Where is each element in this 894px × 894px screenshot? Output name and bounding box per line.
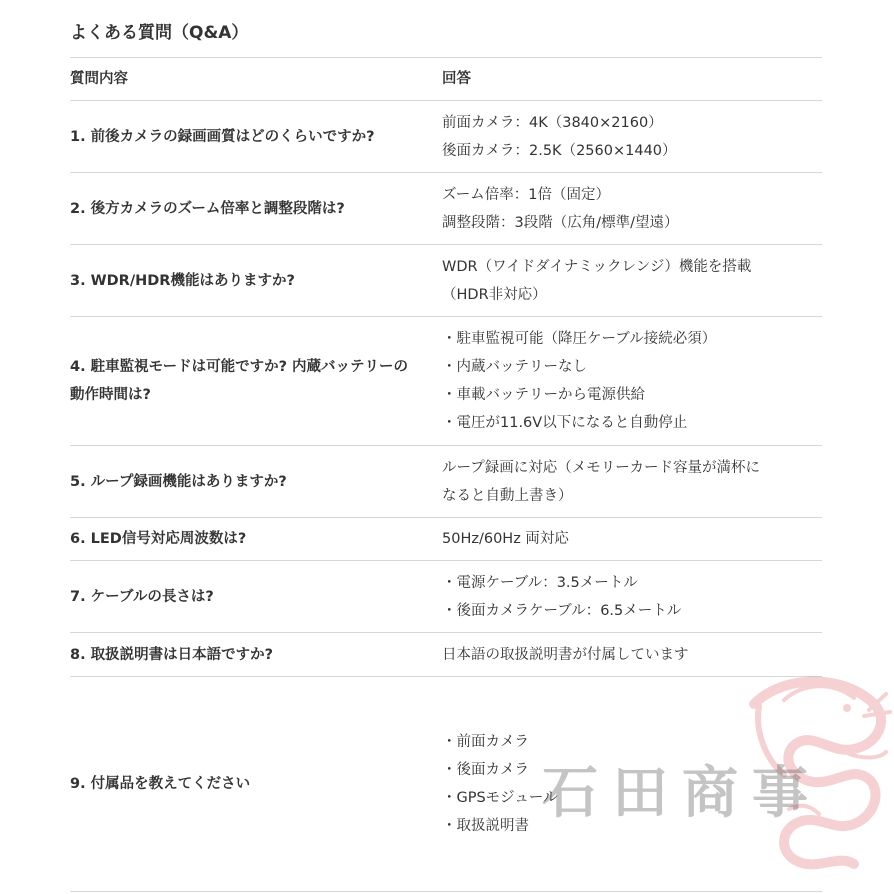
answer-line: ズーム倍率：1倍（固定） — [442, 186, 610, 203]
table-row — [70, 677, 822, 892]
answer-line: なると自動上書き） — [442, 487, 573, 504]
page-title: よくある質問（Q&A） — [70, 23, 249, 43]
table-row — [70, 245, 822, 317]
answer-bullet: ・内蔵バッテリーなし — [442, 359, 587, 375]
faq-table — [70, 57, 822, 892]
answer-text — [442, 454, 822, 510]
answer-text — [442, 181, 822, 237]
answer-bullet: ・GPSモジュール — [442, 790, 558, 806]
table-row — [70, 317, 822, 446]
answer-line: ループ録画に対応（メモリーカード容量が満杯に — [442, 459, 760, 476]
answer-line: 前面カメラ：4K（3840×2160） — [442, 114, 663, 131]
table-row — [70, 633, 822, 677]
answer-bullet: ・車載バッテリーから電源供給 — [442, 387, 645, 403]
answer-line: 50Hz/60Hz 両対応 — [442, 531, 569, 547]
table-row — [70, 173, 822, 245]
answer-text — [442, 109, 822, 165]
table-row — [70, 561, 822, 633]
table-row — [70, 446, 822, 518]
table-row — [70, 518, 822, 561]
answer-text — [442, 728, 822, 840]
question-text: 6. LED信号対応周波数は? — [70, 531, 247, 547]
header-question: 質問内容 — [70, 71, 128, 87]
answer-line: （HDR非対応） — [442, 286, 547, 303]
answer-text — [442, 569, 822, 625]
question-text: 9. 付属品を教えてください — [70, 776, 251, 792]
answer-bullet: ・取扱説明書 — [442, 818, 529, 834]
answer-text — [442, 253, 822, 309]
table-row — [70, 101, 822, 173]
svg-text:田: 田 — [612, 760, 668, 826]
header-answer: 回答 — [442, 71, 471, 87]
answer-bullet: ・後面カメラケーブル：6.5メートル — [442, 602, 682, 619]
answer-line: 日本語の取扱説明書が付属しています — [442, 646, 689, 663]
svg-text:石: 石 — [542, 760, 598, 826]
answer-text — [442, 525, 822, 553]
answer-bullet: ・駐車監視可能（降圧ケーブル接続必須） — [442, 331, 717, 347]
question-text: 8. 取扱説明書は日本語ですか? — [70, 646, 274, 663]
svg-text:事: 事 — [752, 760, 808, 826]
question-text: 7. ケーブルの長さは? — [70, 588, 214, 605]
question-text: 1. 前後カメラの録画画質はどのくらいですか? — [70, 128, 375, 145]
answer-bullet: ・前面カメラ — [442, 734, 529, 750]
answer-line: WDR（ワイドダイナミックレンジ）機能を搭載 — [442, 258, 752, 275]
question-text: 4. 駐車監視モードは可能ですか? 内蔵バッテリーの動作時間は? — [70, 359, 409, 403]
answer-bullet: ・電源ケーブル：3.5メートル — [442, 574, 638, 591]
answer-bullet: ・後面カメラ — [442, 762, 529, 778]
question-text: 2. 後方カメラのズーム倍率と調整段階は? — [70, 200, 345, 217]
answer-line: 後面カメラ：2.5K（2560×1440） — [442, 142, 677, 159]
table-header-row — [70, 58, 822, 101]
question-text: 3. WDR/HDR機能はありますか? — [70, 272, 295, 289]
answer-bullet: ・電圧が11.6V以下になると自動停止 — [442, 415, 688, 431]
question-text: 5. ループ録画機能はありますか? — [70, 473, 287, 490]
svg-text:商: 商 — [682, 760, 738, 826]
answer-text — [442, 641, 822, 669]
answer-line: 調整段階：3段階（広角/標準/望遠） — [442, 214, 679, 231]
answer-text — [442, 325, 822, 437]
